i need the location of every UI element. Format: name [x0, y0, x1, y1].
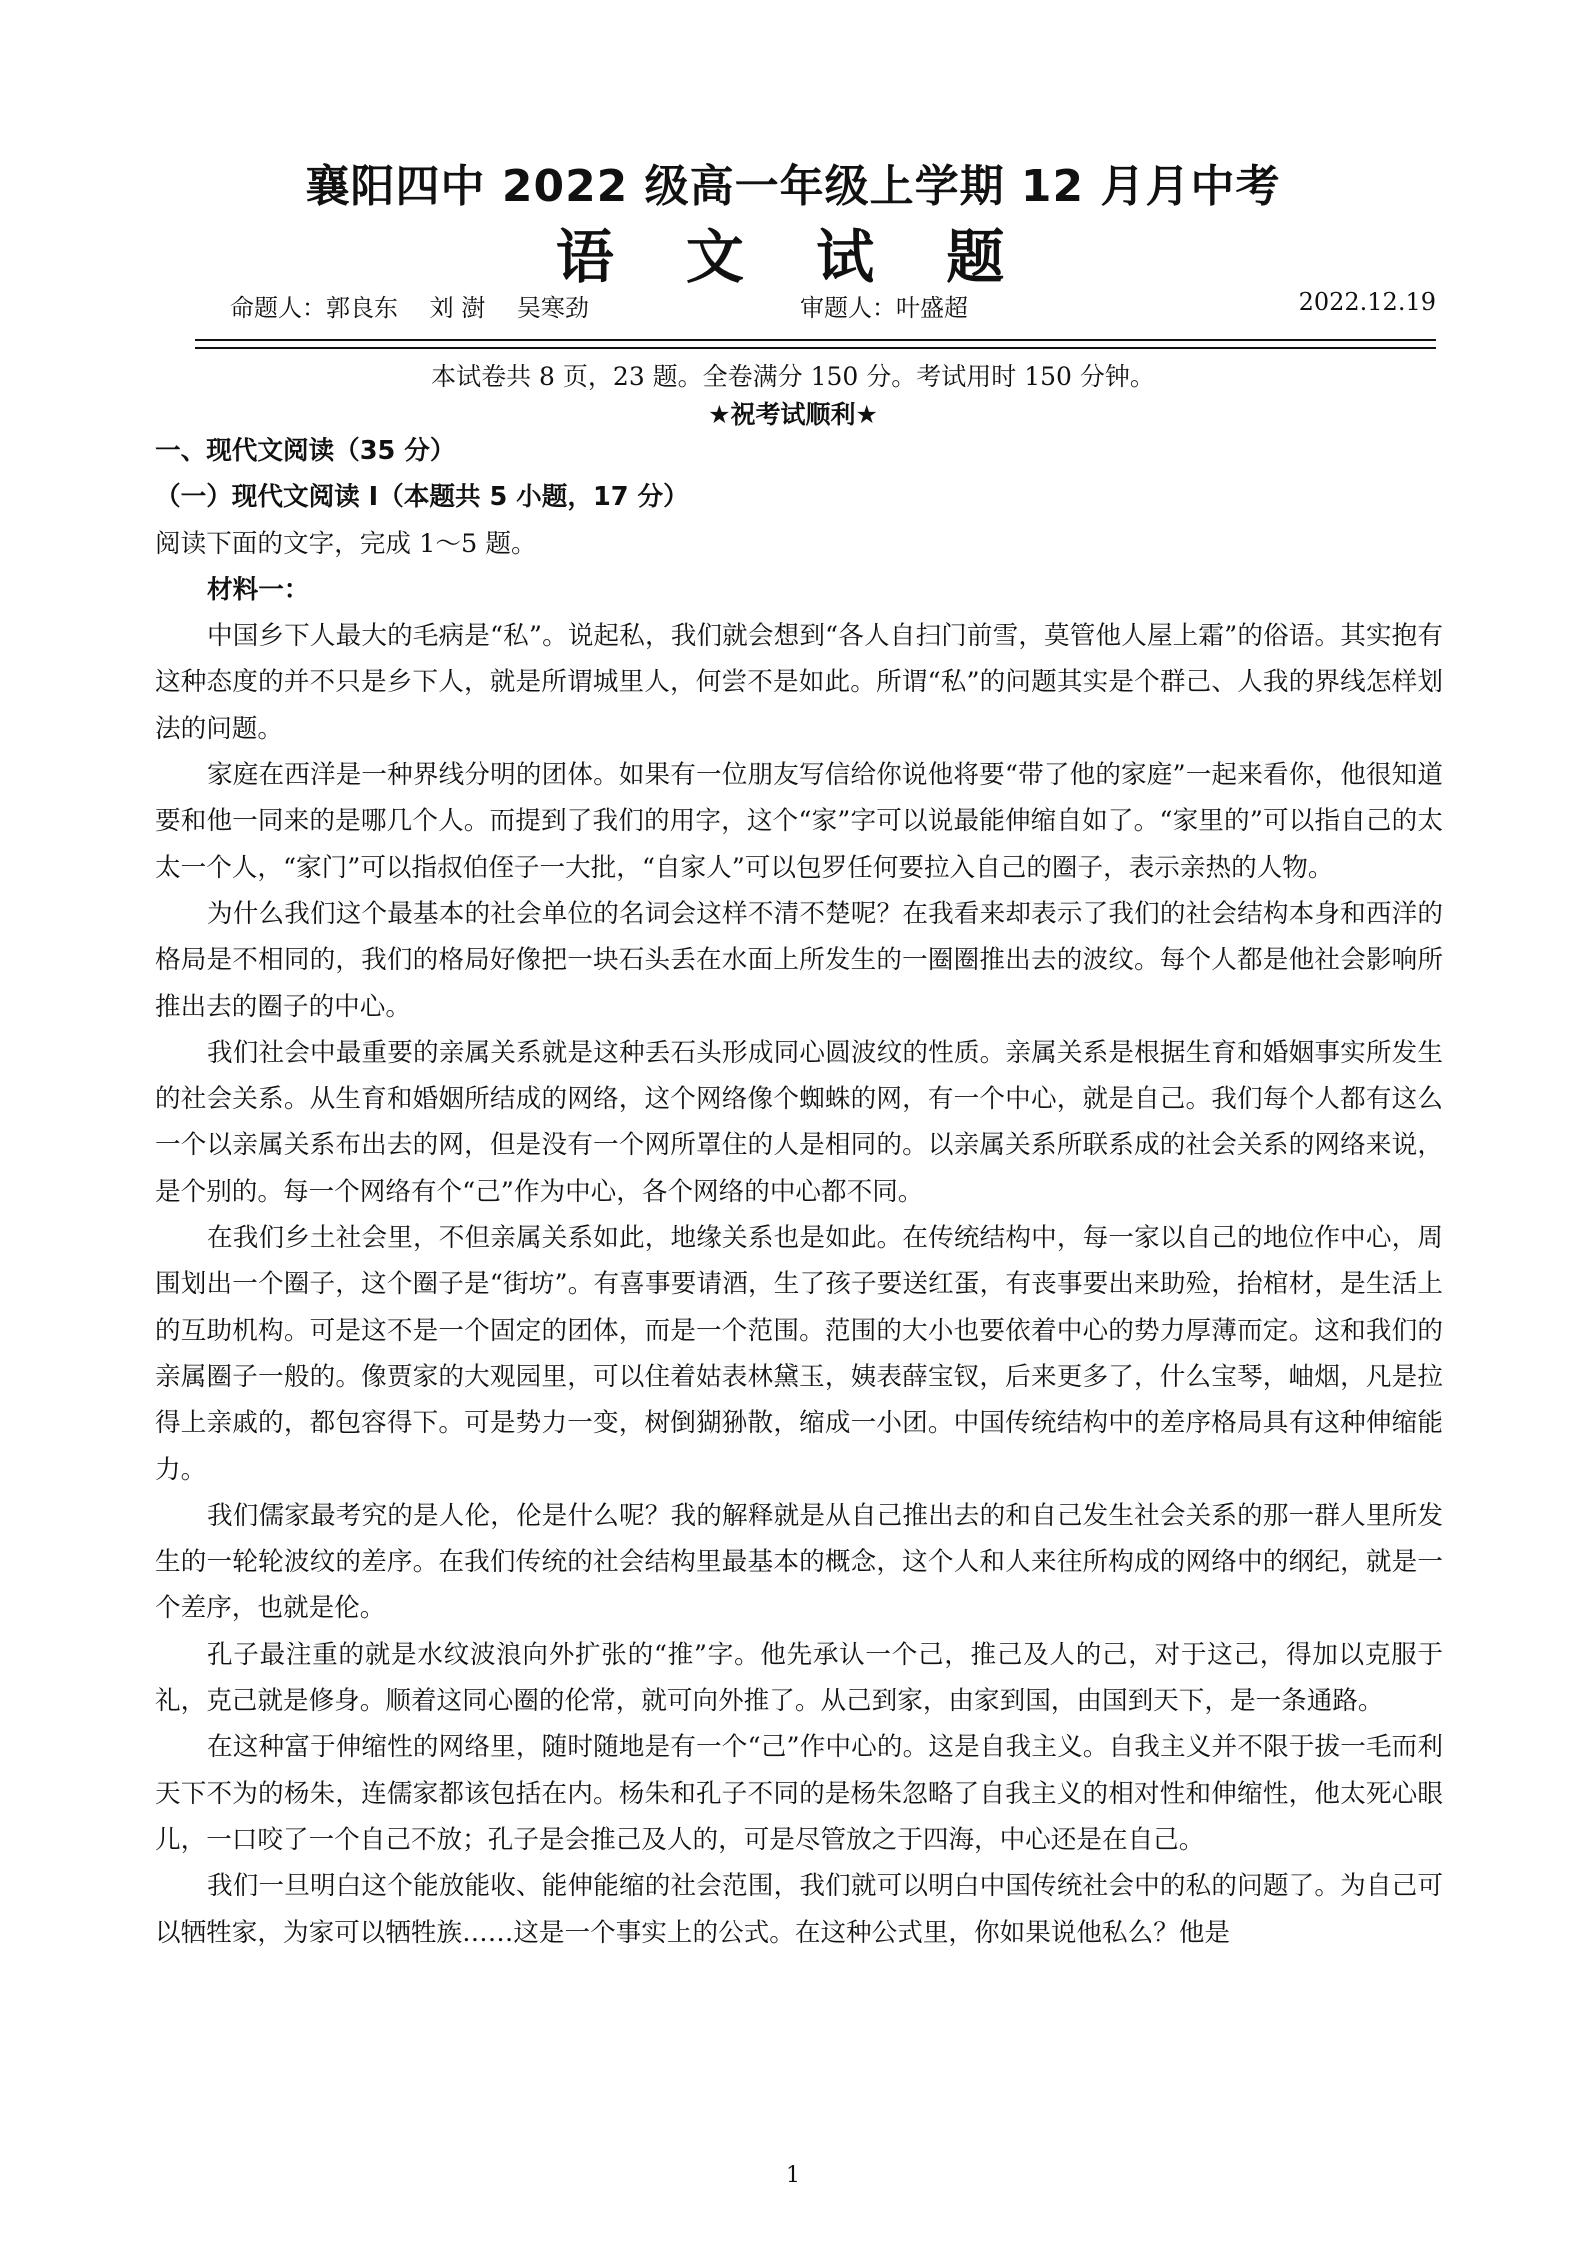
page-number: 1 — [786, 2163, 800, 2188]
paragraph: 在我们乡土社会里，不但亲属关系如此，地缘关系也是如此。在传统结构中，每一家以自己的地位作中心，周围划出一个圈子，这个圈子是“街坊”。有喜事要请酒，生了孩子要送红蛋，有丧事要出来助殓，抬棺材，是生活上的互助机构。可是这不是一个固定的团体，而是一个范围。范围的大小也要依着中心的势力厚薄而定。这和我们的亲属圈子一般的。像贾家的大观园里，可以住着姑表林黛玉，姨表薛宝钗，后来更多了，什么宝琴，岫烟，凡是拉得上亲戚的，都包容得下。可是势力一变，树倒猢狲散，缩成一小团。中国传统结构中的差序格局具有这种伸缩能力。 — [155, 1223, 1443, 1485]
paragraph: 我们儒家最考究的是人伦，伦是什么呢？我的解释就是从自己推出去的和自己发生社会关系的那一群人里所发生的一轮轮波纹的差序。在我们传统的社会结构里最基本的概念，这个人和人来往所构成的网络中的纲纪，就是一个差序，也就是伦。 — [155, 1500, 1443, 1624]
paragraph: 在这种富于伸缩性的网络里，随时随地是有一个“己”作中心的。这是自我主义。自我主义并不限于拔一毛而利天下不为的杨朱，连儒家都该包括在内。杨朱和孔子不同的是杨朱忽略了自我主义的相对性和伸缩性，他太死心眼儿，一口咬了一个自己不放；孔子是会推己及人的，可是尽管放之于四海，中心还是在自己。 — [155, 1732, 1443, 1855]
paragraph: 孔子最注重的就是水纹波浪向外扩张的“推”字。他先承认一个己，推己及人的己，对于这己，得加以克服于礼，克己就是修身。顺着这同心圈的伦常，就可向外推了。从己到家，由家到国，由国到天下，是一条通路。 — [155, 1639, 1443, 1717]
paragraph: 中国乡下人最大的毛病是“私”。说起私，我们就会想到“各人自扫门前雪，莫管他人屋上霜”的俗语。其实抱有这种态度的并不只是乡下人，就是所谓城里人，何尝不是如此。所谓“私”的问题其实是个群己、人我的界线怎样划法的问题。 — [155, 621, 1443, 744]
exam-date: 2022.12.19 — [1298, 288, 1436, 316]
exam-title: 襄阳四中 2022 级高一年级上学期 12 月月中考 — [305, 161, 1281, 212]
material-label: 材料一： — [207, 574, 310, 605]
subject-title: 语 文 试 题 — [555, 223, 1031, 291]
paragraph: 我们一旦明白这个能放能收、能伸能缩的社会范围，我们就可以明白中国传统社会中的私的问题了。为自己可以牺牲家，为家可以牺牲族……这是一个事实上的公式。在这种公式里，你如果说他私么？他是 — [155, 1871, 1443, 1948]
authors: 命题人：郭良东 刘 澍 吴寒劲 — [230, 294, 589, 322]
reading-section — [155, 428, 1443, 1956]
header-divider-bottom — [195, 347, 1436, 349]
section-subtitle: （一）现代文阅读 I（本题共 5 小题，17 分） — [155, 482, 689, 513]
paragraph: 家庭在西洋是一种界线分明的团体。如果有一位朋友写信给你说他将要“带了他的家庭”一起来看你，他很知道要和他一同来的是哪几个人。而提到了我们的用字，这个“家”字可以说最能伸缩自如了。“家里的”可以指自己的太太一个人，“家门”可以指叔伯侄子一大批，“自家人”可以包罗任何要拉入自己的圈子，表示亲热的人物。 — [155, 760, 1443, 883]
paragraph: 我们社会中最重要的亲属关系就是这种丢石头形成同心圆波纹的性质。亲属关系是根据生育和婚姻事实所发生的社会关系。从生育和婚姻所结成的网络，这个网络像个蜘蛛的网，有一个中心，就是自己。我们每个人都有这么一个以亲属关系布出去的网，但是没有一个网所罩住的人是相同的。以亲属关系所联系成的社会关系的网络来说，是个别的。每一个网络有个“己”作为中心，各个网络的中心都不同。 — [155, 1037, 1443, 1207]
reviewer: 审题人：叶盛超 — [800, 294, 968, 322]
header-divider-top — [195, 339, 1436, 341]
instruction: 阅读下面的文字，完成 1～5 题。 — [155, 528, 537, 559]
good-luck-banner: ★祝考试顺利★ — [708, 400, 878, 429]
paragraph: 为什么我们这个最基本的社会单位的名词会这样不清不楚呢？在我看来却表示了我们的社会结构本身和西洋的格局是不相同的，我们的格局好像把一块石头丢在水面上所发生的一圈圈推出去的波纹。每个人都是他社会影响所推出去的圈子的中心。 — [155, 898, 1443, 1022]
exam-info: 本试卷共 8 页，23 题。全卷满分 150 分。考试用时 150 分钟。 — [431, 362, 1155, 391]
section-title: 一、现代文阅读（35 分） — [155, 436, 456, 466]
byline — [230, 288, 1436, 322]
